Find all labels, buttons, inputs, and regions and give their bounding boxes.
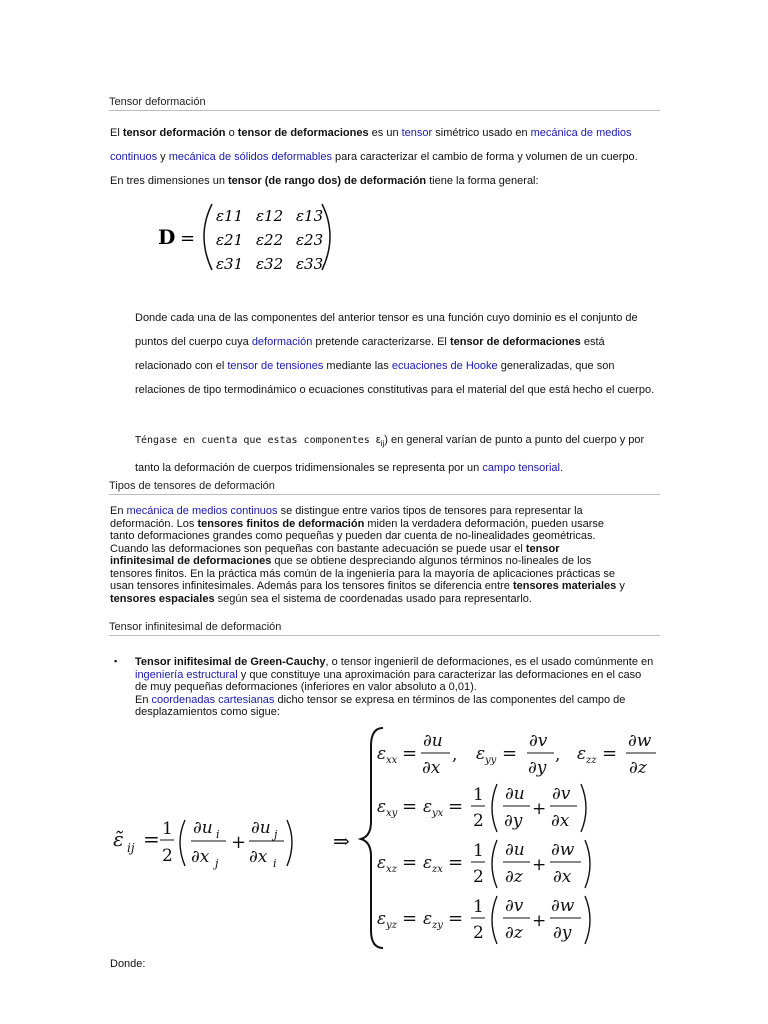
svg-text:∂v: ∂v	[529, 731, 548, 751]
link-tensor[interactable]: tensor	[401, 127, 433, 139]
svg-text:∂x: ∂x	[551, 811, 570, 831]
svg-text:∂z: ∂z	[505, 867, 523, 887]
text: y	[616, 580, 625, 592]
svg-text:ε: ε	[577, 744, 587, 764]
svg-text:=: =	[143, 827, 160, 851]
svg-text:∂x: ∂x	[422, 758, 441, 778]
strain-tensor-matrix	[150, 198, 350, 278]
entry-e22: ε22	[256, 231, 284, 249]
entry-e32: ε32	[256, 255, 284, 273]
text: mediante las	[323, 360, 392, 372]
svg-text:xz: xz	[386, 864, 397, 875]
link-ecuaciones-de-hooke[interactable]: ecuaciones de Hooke	[391, 360, 498, 372]
svg-text:j: j	[215, 857, 219, 870]
text: En	[110, 505, 127, 517]
svg-text:+: +	[532, 799, 547, 819]
text: miden la verdadera deformación, pueden usarse tanto deformaciones grandes como pequeñas y pueden dar cuenta de no-linealidades geométricas. Cuando las deformaciones son pequeñas con bastante adecuación se puede usar el	[110, 517, 605, 555]
svg-text:∂v: ∂v	[505, 896, 524, 916]
entry-e21: ε21	[216, 231, 244, 249]
svg-text:1: 1	[473, 841, 484, 861]
infinitesimal-strain-equations	[105, 722, 665, 952]
svg-text:ε: ε	[423, 909, 433, 929]
equations-row-3	[377, 840, 590, 888]
svg-text:∂y: ∂y	[553, 923, 572, 943]
svg-text:yx: yx	[432, 808, 444, 819]
svg-text:2: 2	[473, 811, 484, 831]
link-ingenieria-estructural[interactable]: ingeniería estructural	[135, 668, 238, 681]
subscript: ij	[380, 439, 385, 449]
svg-text:ε: ε	[377, 797, 387, 817]
svg-text:∂w: ∂w	[551, 896, 575, 916]
bold-term: tensores espaciales	[110, 592, 215, 605]
text: Téngase en cuenta que estas componentes	[135, 435, 376, 446]
link-mecanica-medios-continuos[interactable]: mecánica de medios continuos	[110, 127, 632, 163]
svg-text:+: +	[532, 911, 547, 931]
svg-text:yz: yz	[386, 920, 397, 931]
svg-text:=: =	[402, 796, 418, 817]
text: Donde cada una de las componentes del anterior tensor es una función cuyo dominio es el conjunto de puntos del cuerpo cuya	[135, 312, 638, 348]
svg-text:2: 2	[473, 867, 484, 887]
svg-text:j: j	[274, 828, 278, 841]
svg-text:ij: ij	[127, 841, 135, 855]
text: dicho tensor se expresa en términos de las componentes del campo de desplazamientos como sigue:	[135, 693, 626, 718]
svg-text:,: ,	[452, 745, 458, 765]
svg-text:1: 1	[162, 819, 173, 839]
svg-text:ε: ε	[377, 909, 387, 929]
svg-text:,: ,	[555, 745, 561, 765]
green-cauchy-paragraph	[135, 656, 655, 719]
svg-text:∂x: ∂x	[191, 847, 210, 867]
svg-text:ε̃: ε̃	[113, 827, 124, 851]
svg-text:2: 2	[162, 846, 173, 866]
text: que se obtiene despreciando algunos términos no-lineales de los tensores finitos. En la práctica más común de la ingeniería para la mayoría de aplicaciones prácticas se usan tensores infinitesimales. Además para los tensores finitos se diferencia entre	[110, 555, 616, 592]
bold-term: tensores materiales	[512, 580, 617, 592]
svg-text:∂u: ∂u	[193, 818, 213, 838]
text: pretende caracterizarse. El	[312, 336, 450, 348]
epsilon-symbol: ε	[375, 434, 381, 446]
matrix-symbol: D	[158, 225, 176, 249]
equals-sign: =	[180, 228, 196, 249]
donde-label: Donde:	[110, 958, 146, 970]
tensor-field-paragraph	[135, 428, 655, 480]
equations-row-1	[377, 731, 656, 778]
svg-text:∂x: ∂x	[553, 867, 572, 887]
svg-text:zy: zy	[432, 920, 443, 931]
text: simétrico usado en	[432, 127, 531, 139]
svg-text:∂z: ∂z	[629, 758, 647, 778]
svg-text:xy: xy	[386, 808, 398, 819]
bold-term: tensor de deformaciones	[449, 336, 581, 348]
bold-term: tensor deformación	[122, 127, 226, 139]
entry-e13: ε13	[296, 207, 324, 225]
bold-term: tensor infinitesimal de deformaciones	[110, 542, 560, 567]
svg-text:∂y: ∂y	[528, 758, 547, 778]
svg-text:=: =	[602, 743, 618, 764]
svg-text:∂x: ∂x	[249, 847, 268, 867]
equations-row-4	[377, 896, 590, 944]
text: es un	[368, 127, 402, 139]
svg-text:1: 1	[473, 897, 484, 917]
text: y	[157, 151, 169, 163]
bold-term: tensores finitos de deformación	[197, 517, 365, 530]
text: ) en general varían de punto a punto del cuerpo y por tanto la deformación de cuerpos tridimensionales se representa por un	[135, 434, 645, 475]
entry-e33: ε33	[296, 255, 324, 273]
svg-text:=: =	[448, 852, 464, 873]
link-coordenadas-cartesianas[interactable]: coordenadas cartesianas	[151, 693, 275, 706]
svg-text:∂w: ∂w	[628, 731, 652, 751]
svg-text:2: 2	[473, 923, 484, 943]
entry-e12: ε12	[256, 207, 284, 225]
svg-text:∂w: ∂w	[551, 840, 575, 860]
section-heading-tensor-deformacion: Tensor deformación	[109, 96, 660, 111]
text: tiene la forma general:	[426, 175, 539, 187]
svg-text:i: i	[273, 857, 277, 870]
bullet-marker: ▪	[114, 656, 118, 666]
svg-text:+: +	[231, 832, 247, 853]
svg-text:∂u: ∂u	[251, 818, 271, 838]
svg-text:ε: ε	[423, 853, 433, 873]
svg-text:ε: ε	[377, 744, 387, 764]
entry-e11: ε11	[216, 207, 244, 225]
text: según sea el sistema de coordenadas usado para representarlo.	[214, 592, 532, 605]
link-tensor-de-tensiones[interactable]: tensor de tensiones	[227, 360, 324, 372]
link-campo-tensorial[interactable]: campo tensorial	[482, 462, 560, 475]
text: y que constituye una aproximación para caracterizar las deformaciones en el caso de muy pequeñas deformaciones (inferiores en valor absoluto a 0,01).	[135, 668, 642, 693]
equations-row-2	[377, 784, 586, 832]
entry-e31: ε31	[216, 255, 244, 273]
svg-text:=: =	[448, 908, 464, 929]
text: En	[135, 693, 152, 706]
svg-text:ε: ε	[423, 797, 433, 817]
svg-text:=: =	[402, 743, 418, 764]
intro-paragraph	[110, 121, 650, 193]
bold-term: tensor de deformaciones	[237, 127, 369, 139]
svg-text:yy: yy	[485, 755, 497, 766]
text: se distingue entre varios tipos de tensores para representar la deformación. Los	[110, 505, 583, 530]
link-deformacion[interactable]: deformación	[251, 336, 313, 348]
svg-text:zx: zx	[432, 864, 443, 875]
section-heading-infinitesimal: Tensor infinitesimal de deformación	[109, 621, 660, 636]
svg-text:i: i	[216, 828, 220, 841]
svg-text:=: =	[402, 908, 418, 929]
svg-text:=: =	[402, 852, 418, 873]
svg-text:∂v: ∂v	[552, 784, 571, 804]
svg-text:∂z: ∂z	[505, 923, 523, 943]
components-paragraph	[135, 306, 655, 402]
section-heading-tipos: Tipos de tensores de deformación	[109, 480, 660, 495]
svg-text:ε: ε	[377, 853, 387, 873]
right-paren	[322, 204, 330, 270]
text: está relacionado con el	[135, 336, 605, 372]
text: generalizadas, que son relaciones de tipo termodinámico o ecuaciones constitutivas para el material del que está hecho el cuerpo.	[135, 360, 655, 396]
svg-text:∂y: ∂y	[504, 811, 523, 831]
svg-text:1: 1	[473, 785, 484, 805]
implies-arrow: ⇒	[333, 829, 350, 853]
svg-text:∂u: ∂u	[505, 840, 525, 860]
text: .	[559, 462, 564, 475]
text: El	[110, 127, 123, 139]
svg-text:zz: zz	[586, 755, 597, 766]
text: para caracterizar el cambio de forma y volumen de un cuerpo. En tres dimensiones un	[110, 151, 638, 187]
text: , o tensor ingenieril de deformaciones, es el usado comúnmente en	[325, 656, 654, 668]
svg-text:∂u: ∂u	[505, 784, 525, 804]
svg-text:xx: xx	[386, 755, 398, 766]
svg-text:=: =	[502, 743, 518, 764]
link-mecanica-medios-continuos-2[interactable]: mecánica de medios continuos	[126, 505, 278, 517]
svg-text:∂u: ∂u	[423, 731, 443, 751]
text: o	[225, 127, 238, 139]
types-paragraph	[110, 505, 625, 605]
left-paren	[204, 204, 212, 270]
left-formula	[113, 818, 292, 870]
bold-term: Tensor inifitesimal de Green-Cauchy	[135, 656, 326, 668]
svg-text:ε: ε	[476, 744, 486, 764]
bold-term: tensor (de rango dos) de deformación	[228, 175, 427, 187]
entry-e23: ε23	[296, 231, 324, 249]
svg-text:=: =	[448, 796, 464, 817]
link-mecanica-solidos-deformables[interactable]: mecánica de sólidos deformables	[168, 151, 332, 163]
svg-text:+: +	[532, 855, 547, 875]
